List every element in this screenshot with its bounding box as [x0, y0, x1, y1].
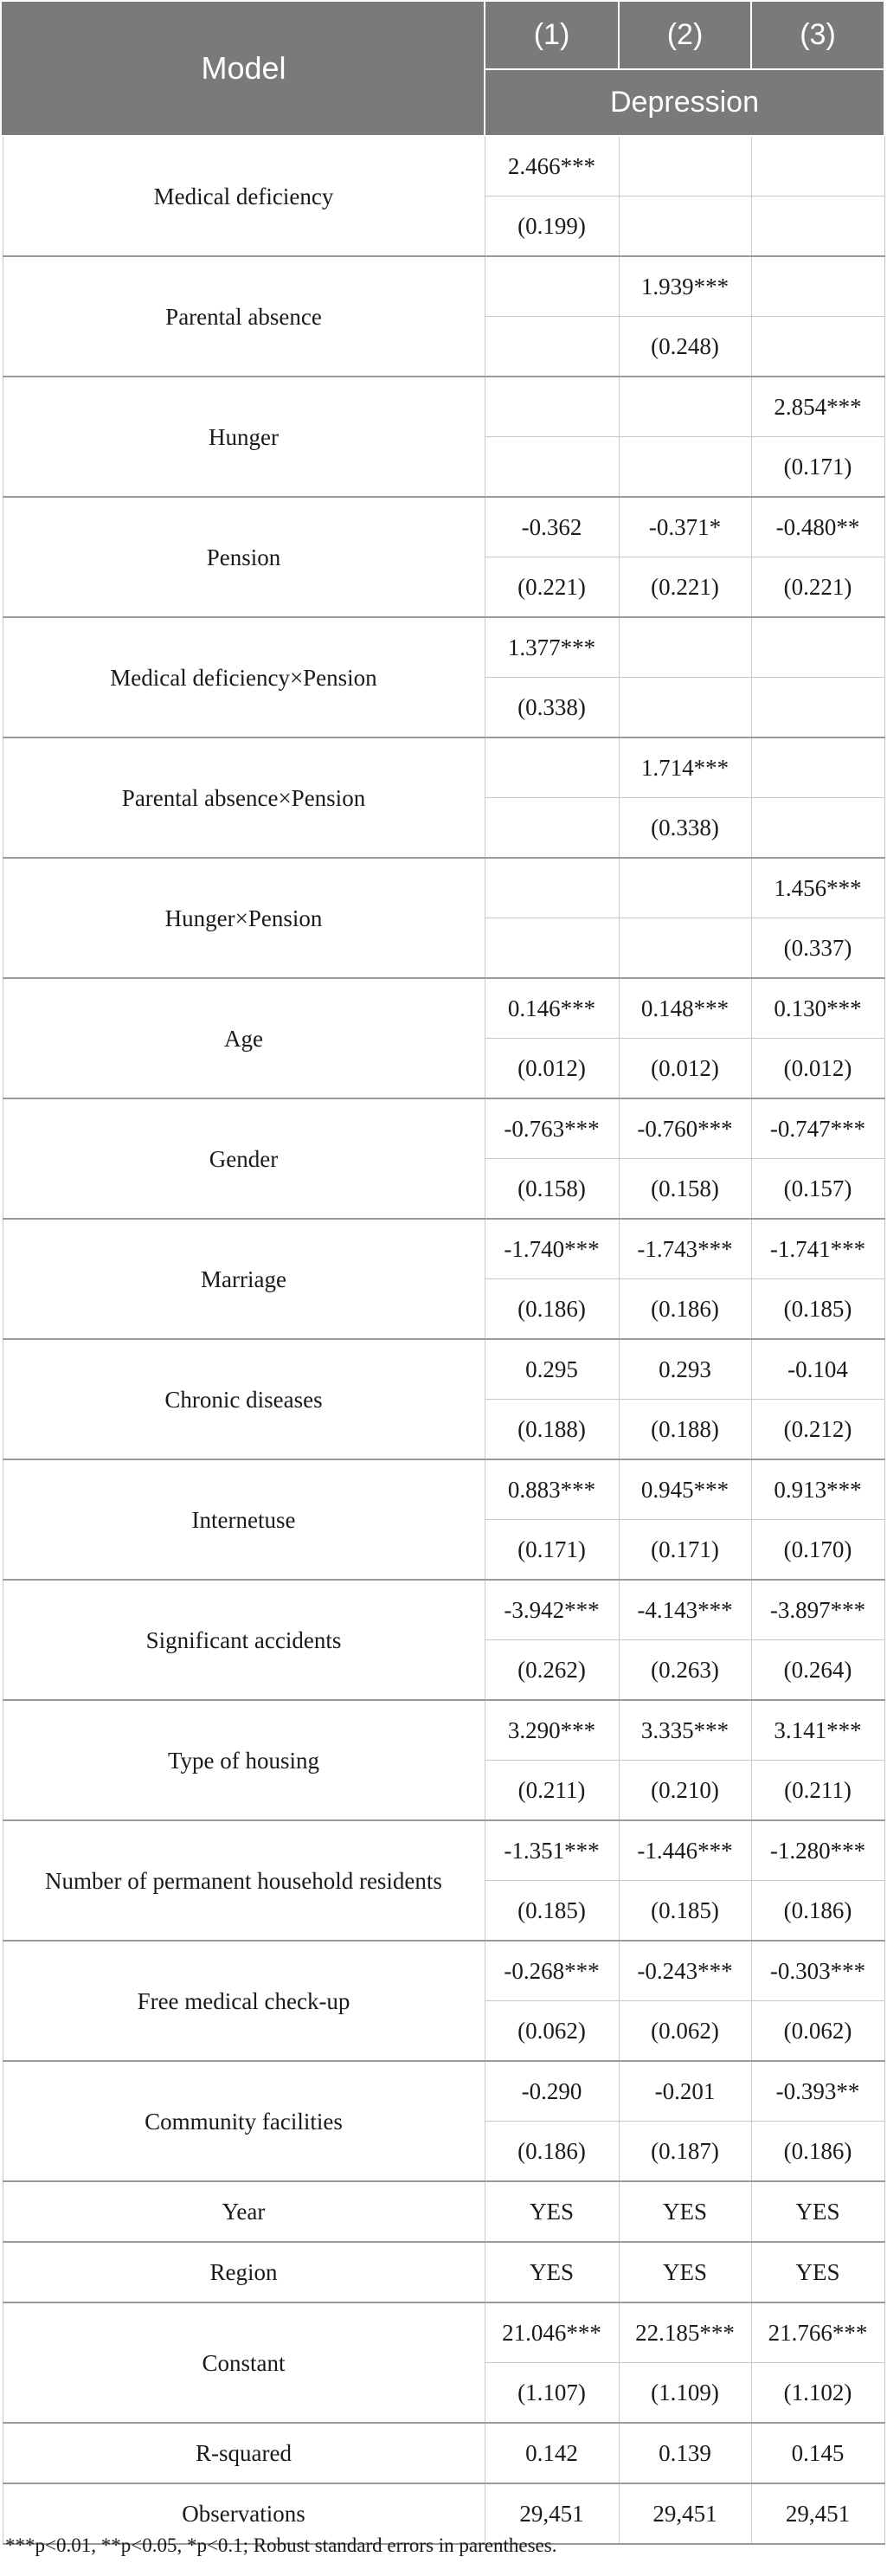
value-cell: 0.142	[485, 2423, 619, 2483]
coefficient-cell: -0.268***	[485, 1941, 619, 2001]
table-row-row	[3, 2181, 884, 2242]
value-cell: YES	[619, 2181, 751, 2242]
standard-error-cell: (0.186)	[485, 2122, 619, 2182]
coefficient-cell	[619, 377, 751, 437]
coefficient-cell	[751, 617, 884, 678]
standard-error-cell	[619, 678, 751, 738]
standard-error-cell	[751, 196, 884, 257]
standard-error-cell	[751, 678, 884, 738]
coefficient-cell: 1.456***	[751, 858, 884, 918]
table-row-coef-row	[3, 1941, 884, 2001]
coefficient-cell: -3.897***	[751, 1580, 884, 1640]
standard-error-cell: (0.012)	[751, 1039, 884, 1099]
coefficient-cell: -0.371*	[619, 497, 751, 557]
coefficient-cell: -1.740***	[485, 1219, 619, 1279]
standard-error-cell: (0.337)	[751, 918, 884, 979]
coefficient-cell: -1.741***	[751, 1219, 884, 1279]
coefficient-cell: -1.743***	[619, 1219, 751, 1279]
standard-error-cell: (0.211)	[485, 1761, 619, 1821]
coefficient-cell: -1.280***	[751, 1820, 884, 1881]
coefficient-cell: 21.766***	[751, 2302, 884, 2363]
coefficient-cell: -0.480**	[751, 497, 884, 557]
standard-error-cell: (0.338)	[485, 678, 619, 738]
constant-coef-row	[3, 2302, 884, 2363]
value-cell: 0.139	[619, 2423, 751, 2483]
variable-label: Parental absence	[3, 256, 485, 377]
coefficient-cell: -1.446***	[619, 1820, 751, 1881]
value-cell: 29,451	[751, 2483, 884, 2544]
table-row-coef-row	[3, 1580, 884, 1640]
standard-error-cell: (0.263)	[619, 1640, 751, 1701]
coefficient-cell	[751, 256, 884, 317]
standard-error-cell: (1.109)	[619, 2363, 751, 2424]
table-row-coef-row	[3, 2061, 884, 2122]
standard-error-cell	[751, 798, 884, 859]
column-header-2: (2)	[619, 1, 751, 69]
variable-label: Region	[3, 2242, 485, 2302]
coefficient-cell	[485, 858, 619, 918]
table-row-coef-row	[3, 1459, 884, 1520]
variable-label: Marriage	[3, 1219, 485, 1339]
standard-error-cell: (0.012)	[619, 1039, 751, 1099]
standard-error-cell: (0.185)	[485, 1881, 619, 1942]
variable-label: Gender	[3, 1098, 485, 1219]
variable-label: Parental absence×Pension	[3, 737, 485, 858]
coefficient-cell: 0.945***	[619, 1459, 751, 1520]
coefficient-cell: 2.466***	[485, 136, 619, 196]
value-cell: 29,451	[485, 2483, 619, 2544]
standard-error-cell	[619, 196, 751, 257]
coefficient-cell: 2.854***	[751, 377, 884, 437]
coefficient-cell: -0.362	[485, 497, 619, 557]
coefficient-cell: 0.148***	[619, 978, 751, 1039]
coefficient-cell	[751, 737, 884, 798]
table-row-coef-row	[3, 497, 884, 557]
coefficient-cell: 3.335***	[619, 1700, 751, 1761]
table-row-coef-row	[3, 858, 884, 918]
coefficient-cell	[485, 377, 619, 437]
variable-label: Pension	[3, 497, 485, 617]
table-body	[3, 136, 884, 2544]
table-header	[3, 1, 884, 136]
standard-error-cell: (0.188)	[485, 1400, 619, 1460]
variable-label: Hunger	[3, 377, 485, 497]
standard-error-cell: (0.248)	[619, 317, 751, 377]
standard-error-cell: (0.188)	[619, 1400, 751, 1460]
coefficient-cell: 0.293	[619, 1339, 751, 1400]
coefficient-cell: 0.146***	[485, 978, 619, 1039]
coefficient-cell: -0.763***	[485, 1098, 619, 1159]
table-row-coef-row	[3, 617, 884, 678]
coefficient-cell: -0.104	[751, 1339, 884, 1400]
standard-error-cell: (0.158)	[619, 1159, 751, 1220]
standard-error-cell: (0.187)	[619, 2122, 751, 2182]
coefficient-cell	[619, 858, 751, 918]
standard-error-cell	[485, 317, 619, 377]
standard-error-cell: (0.211)	[751, 1761, 884, 1821]
variable-label: Medical deficiency×Pension	[3, 617, 485, 737]
coefficient-cell: 0.295	[485, 1339, 619, 1400]
table-row-coef-row	[3, 1820, 884, 1881]
value-cell: 29,451	[619, 2483, 751, 2544]
coefficient-cell: -0.290	[485, 2061, 619, 2122]
variable-label: Year	[3, 2181, 485, 2242]
coefficient-cell	[619, 136, 751, 196]
standard-error-cell: (0.171)	[485, 1520, 619, 1581]
standard-error-cell: (1.107)	[485, 2363, 619, 2424]
value-cell: YES	[485, 2181, 619, 2242]
variable-label: Chronic diseases	[3, 1339, 485, 1459]
table-row-coef-row	[3, 1219, 884, 1279]
variable-label: Constant	[3, 2302, 485, 2423]
standard-error-cell: (0.186)	[751, 1881, 884, 1942]
value-cell: YES	[751, 2242, 884, 2302]
coefficient-cell: 3.141***	[751, 1700, 884, 1761]
value-cell: YES	[751, 2181, 884, 2242]
variable-label: Observations	[3, 2483, 485, 2544]
coefficient-cell: -0.303***	[751, 1941, 884, 2001]
standard-error-cell: (0.157)	[751, 1159, 884, 1220]
standard-error-cell: (1.102)	[751, 2363, 884, 2424]
standard-error-cell	[619, 437, 751, 498]
regression-table	[2, 0, 885, 2545]
variable-label: Medical deficiency	[3, 136, 485, 256]
variable-label: Hunger×Pension	[3, 858, 485, 978]
coefficient-cell: -0.760***	[619, 1098, 751, 1159]
standard-error-cell	[485, 918, 619, 979]
coefficient-cell: 21.046***	[485, 2302, 619, 2363]
table-row-coef-row	[3, 377, 884, 437]
standard-error-cell: (0.212)	[751, 1400, 884, 1460]
coefficient-cell: -3.942***	[485, 1580, 619, 1640]
variable-label: Age	[3, 978, 485, 1098]
dependent-variable-header: Depression	[485, 69, 884, 136]
standard-error-cell: (0.221)	[485, 557, 619, 618]
standard-error-cell: (0.338)	[619, 798, 751, 859]
standard-error-cell: (0.062)	[751, 2001, 884, 2062]
standard-error-cell: (0.062)	[619, 2001, 751, 2062]
coefficient-cell: -0.393**	[751, 2061, 884, 2122]
standard-error-cell: (0.221)	[751, 557, 884, 618]
standard-error-cell: (0.264)	[751, 1640, 884, 1701]
standard-error-cell: (0.185)	[619, 1881, 751, 1942]
standard-error-cell: (0.171)	[619, 1520, 751, 1581]
standard-error-cell: (0.185)	[751, 1279, 884, 1340]
standard-error-cell: (0.171)	[751, 437, 884, 498]
variable-label: R-squared	[3, 2423, 485, 2483]
standard-error-cell: (0.170)	[751, 1520, 884, 1581]
table-row-coef-row	[3, 737, 884, 798]
coefficient-cell: 1.377***	[485, 617, 619, 678]
variable-label: Significant accidents	[3, 1580, 485, 1700]
value-cell: YES	[619, 2242, 751, 2302]
standard-error-cell	[619, 918, 751, 979]
coefficient-cell: 0.883***	[485, 1459, 619, 1520]
table-row-coef-row	[3, 1339, 884, 1400]
coefficient-cell	[751, 136, 884, 196]
table-row-row	[3, 2242, 884, 2302]
coefficient-cell: 3.290***	[485, 1700, 619, 1761]
standard-error-cell: (0.210)	[619, 1761, 751, 1821]
coefficient-cell: -0.747***	[751, 1098, 884, 1159]
standard-error-cell: (0.262)	[485, 1640, 619, 1701]
standard-error-cell: (0.186)	[751, 2122, 884, 2182]
coefficient-cell: -0.201	[619, 2061, 751, 2122]
variable-label: Internetuse	[3, 1459, 485, 1580]
table-row-coef-row	[3, 1098, 884, 1159]
model-header: Model	[3, 1, 485, 136]
coefficient-cell: -1.351***	[485, 1820, 619, 1881]
standard-error-cell: (0.221)	[619, 557, 751, 618]
variable-label: Free medical check-up	[3, 1941, 485, 2061]
coefficient-cell: 1.939***	[619, 256, 751, 317]
coefficient-cell: 0.130***	[751, 978, 884, 1039]
variable-label: Type of housing	[3, 1700, 485, 1820]
variable-label: Number of permanent household residents	[3, 1820, 485, 1941]
standard-error-cell: (0.199)	[485, 196, 619, 257]
coefficient-cell	[485, 737, 619, 798]
standard-error-cell: (0.186)	[485, 1279, 619, 1340]
coefficient-cell: -4.143***	[619, 1580, 751, 1640]
standard-error-cell	[485, 798, 619, 859]
table-footnote: ***p<0.01, **p<0.05, *p<0.1; Robust standard errors in parentheses.	[5, 2534, 557, 2556]
coefficient-cell: 1.714***	[619, 737, 751, 798]
summary-row	[3, 2423, 884, 2483]
standard-error-cell: (0.158)	[485, 1159, 619, 1220]
standard-error-cell: (0.012)	[485, 1039, 619, 1099]
table-row-coef-row	[3, 256, 884, 317]
value-cell: YES	[485, 2242, 619, 2302]
coefficient-cell: -0.243***	[619, 1941, 751, 2001]
standard-error-cell: (0.062)	[485, 2001, 619, 2062]
column-header-3: (3)	[751, 1, 884, 69]
value-cell: 0.145	[751, 2423, 884, 2483]
coefficient-cell: 22.185***	[619, 2302, 751, 2363]
column-header-1: (1)	[485, 1, 619, 69]
table-row-coef-row	[3, 136, 884, 196]
table-row-coef-row	[3, 978, 884, 1039]
coefficient-cell	[619, 617, 751, 678]
table-row-coef-row	[3, 1700, 884, 1761]
standard-error-cell	[485, 437, 619, 498]
coefficient-cell	[485, 256, 619, 317]
variable-label: Community facilities	[3, 2061, 485, 2181]
standard-error-cell	[751, 317, 884, 377]
coefficient-cell: 0.913***	[751, 1459, 884, 1520]
standard-error-cell: (0.186)	[619, 1279, 751, 1340]
